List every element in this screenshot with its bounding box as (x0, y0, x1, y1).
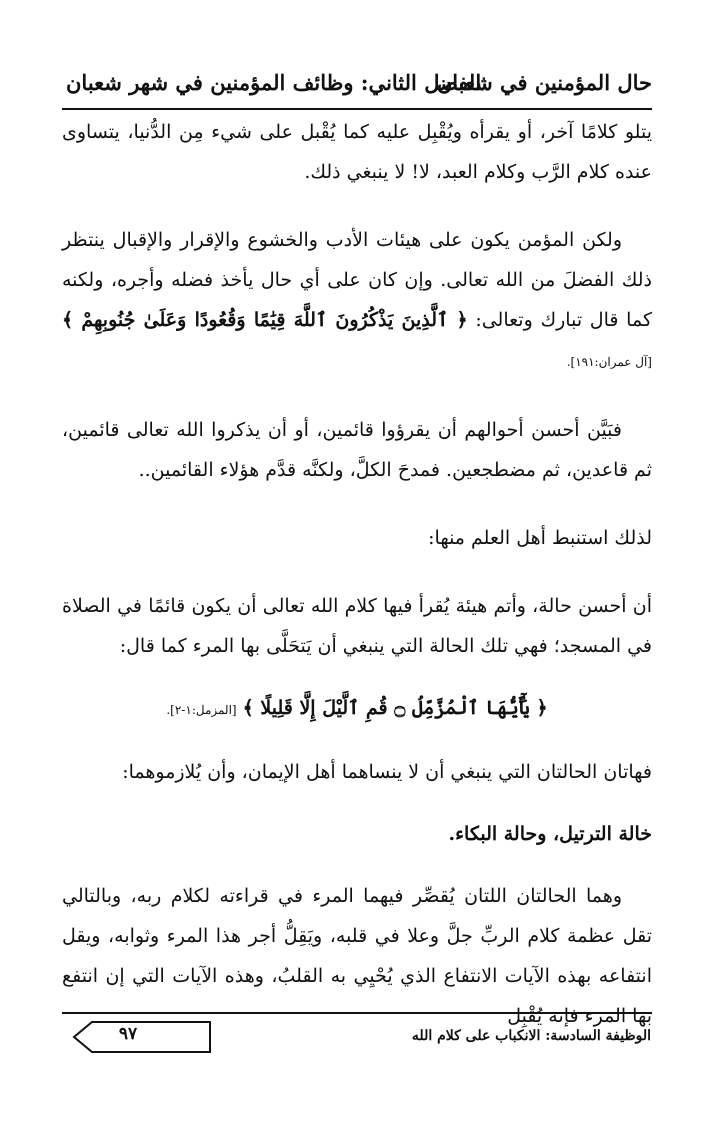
book-title: حال المؤمنين في شعبان (436, 70, 652, 95)
paragraph-8: خالة الترتيل، وحالة البكاء. (448, 823, 652, 845)
paragraph-9: وهما الحالتان اللتان يُقصِّر فيهما المرء في قراءته لكلام ربه، وبالتالي تقل عظمة كلام الربِّ جلَّ وعلا في قلبه، ويَقِلُّ أجر هذا المرء وثوابه، ويقل انتفاعه بهذه الآيات الانتفاع الذي يُحْيِي به القلبُ، وهذه الآيات التي إن انتفع بها المرء فإنه يُقْبِل (62, 885, 652, 1027)
paragraph-1: يتلو كلامًا آخر، أو يقرأه ويُقْبِل عليه كما يُقْبل على شيء مِن الدُّنيا، يتساوى عنده كلام الرَّب وكلام العبد، لا! لا ينبغي ذلك. (62, 121, 652, 183)
paragraph-2 (62, 220, 652, 382)
verse-reference-2: [المزمل:١-٢]. (166, 703, 237, 717)
paragraph-4: لذلك استنبط أهل العلم منها: (428, 527, 652, 549)
paragraph-2-text: ولكن المؤمن يكون على هيئات الأدب والخشوع والإقرار والإقبال ينتظر ذلك الفضلَ من الله تعالى. وإن كان على أي حال يأخذ فضله وأجره، ولكنه كما قال تبارك وتعالى: (62, 229, 653, 331)
chapter-title: الفصل الثاني: وظائف المؤمنين في شهر شعبان (66, 70, 482, 95)
page-number-tag (72, 1020, 212, 1054)
paragraph-3: فبَيَّن أحسن أحوالهم أن يقرؤوا قائمين، أو أن يذكروا الله تعالى قائمين، ثم قاعدين، ثم مضطجعين. فمدحَ الكلَّ، ولكنَّه قدَّم هؤلاء القائمين.. (62, 419, 652, 481)
quran-verse-1: ﴿ ٱلَّذِينَ يَذْكُرُونَ ٱللَّهَ قِيَٰمًا وَقُعُودًا وَعَلَىٰ جُنُوبِهِمْ ﴾ (62, 309, 468, 331)
footer-divider (62, 1012, 652, 1014)
footer-section-title: الوظيفة السادسة: الانكباب على كلام الله (411, 1028, 651, 1044)
page-number: ٩٧ (118, 1024, 138, 1044)
paragraph-7: فهاتان الحالتان التي ينبغي أن لا ينساهما أهل الإيمان، وأن يُلازموهما: (122, 761, 652, 783)
quran-verse-2: ﴿ يَٰٓأَيُّهَا ٱلْمُزَّمِّلُ ۝ قُمِ ٱلَّيْلَ إِلَّا قَلِيلًا ﴾ (242, 697, 548, 719)
paragraph-5: أن أحسن حالة، وأتم هيئة يُقرأ فيها كلام الله تعالى أن يكون قائمًا في الصلاة في المسجد؛ فهي تلك الحالة التي ينبغي أن يَتحَلَّى بها المرء كما قال: (62, 595, 652, 657)
page-body (62, 112, 652, 1036)
verse-reference-1: [آل عمران:١٩١]. (566, 355, 652, 369)
quran-verse-line (62, 688, 652, 730)
running-header (62, 68, 652, 110)
